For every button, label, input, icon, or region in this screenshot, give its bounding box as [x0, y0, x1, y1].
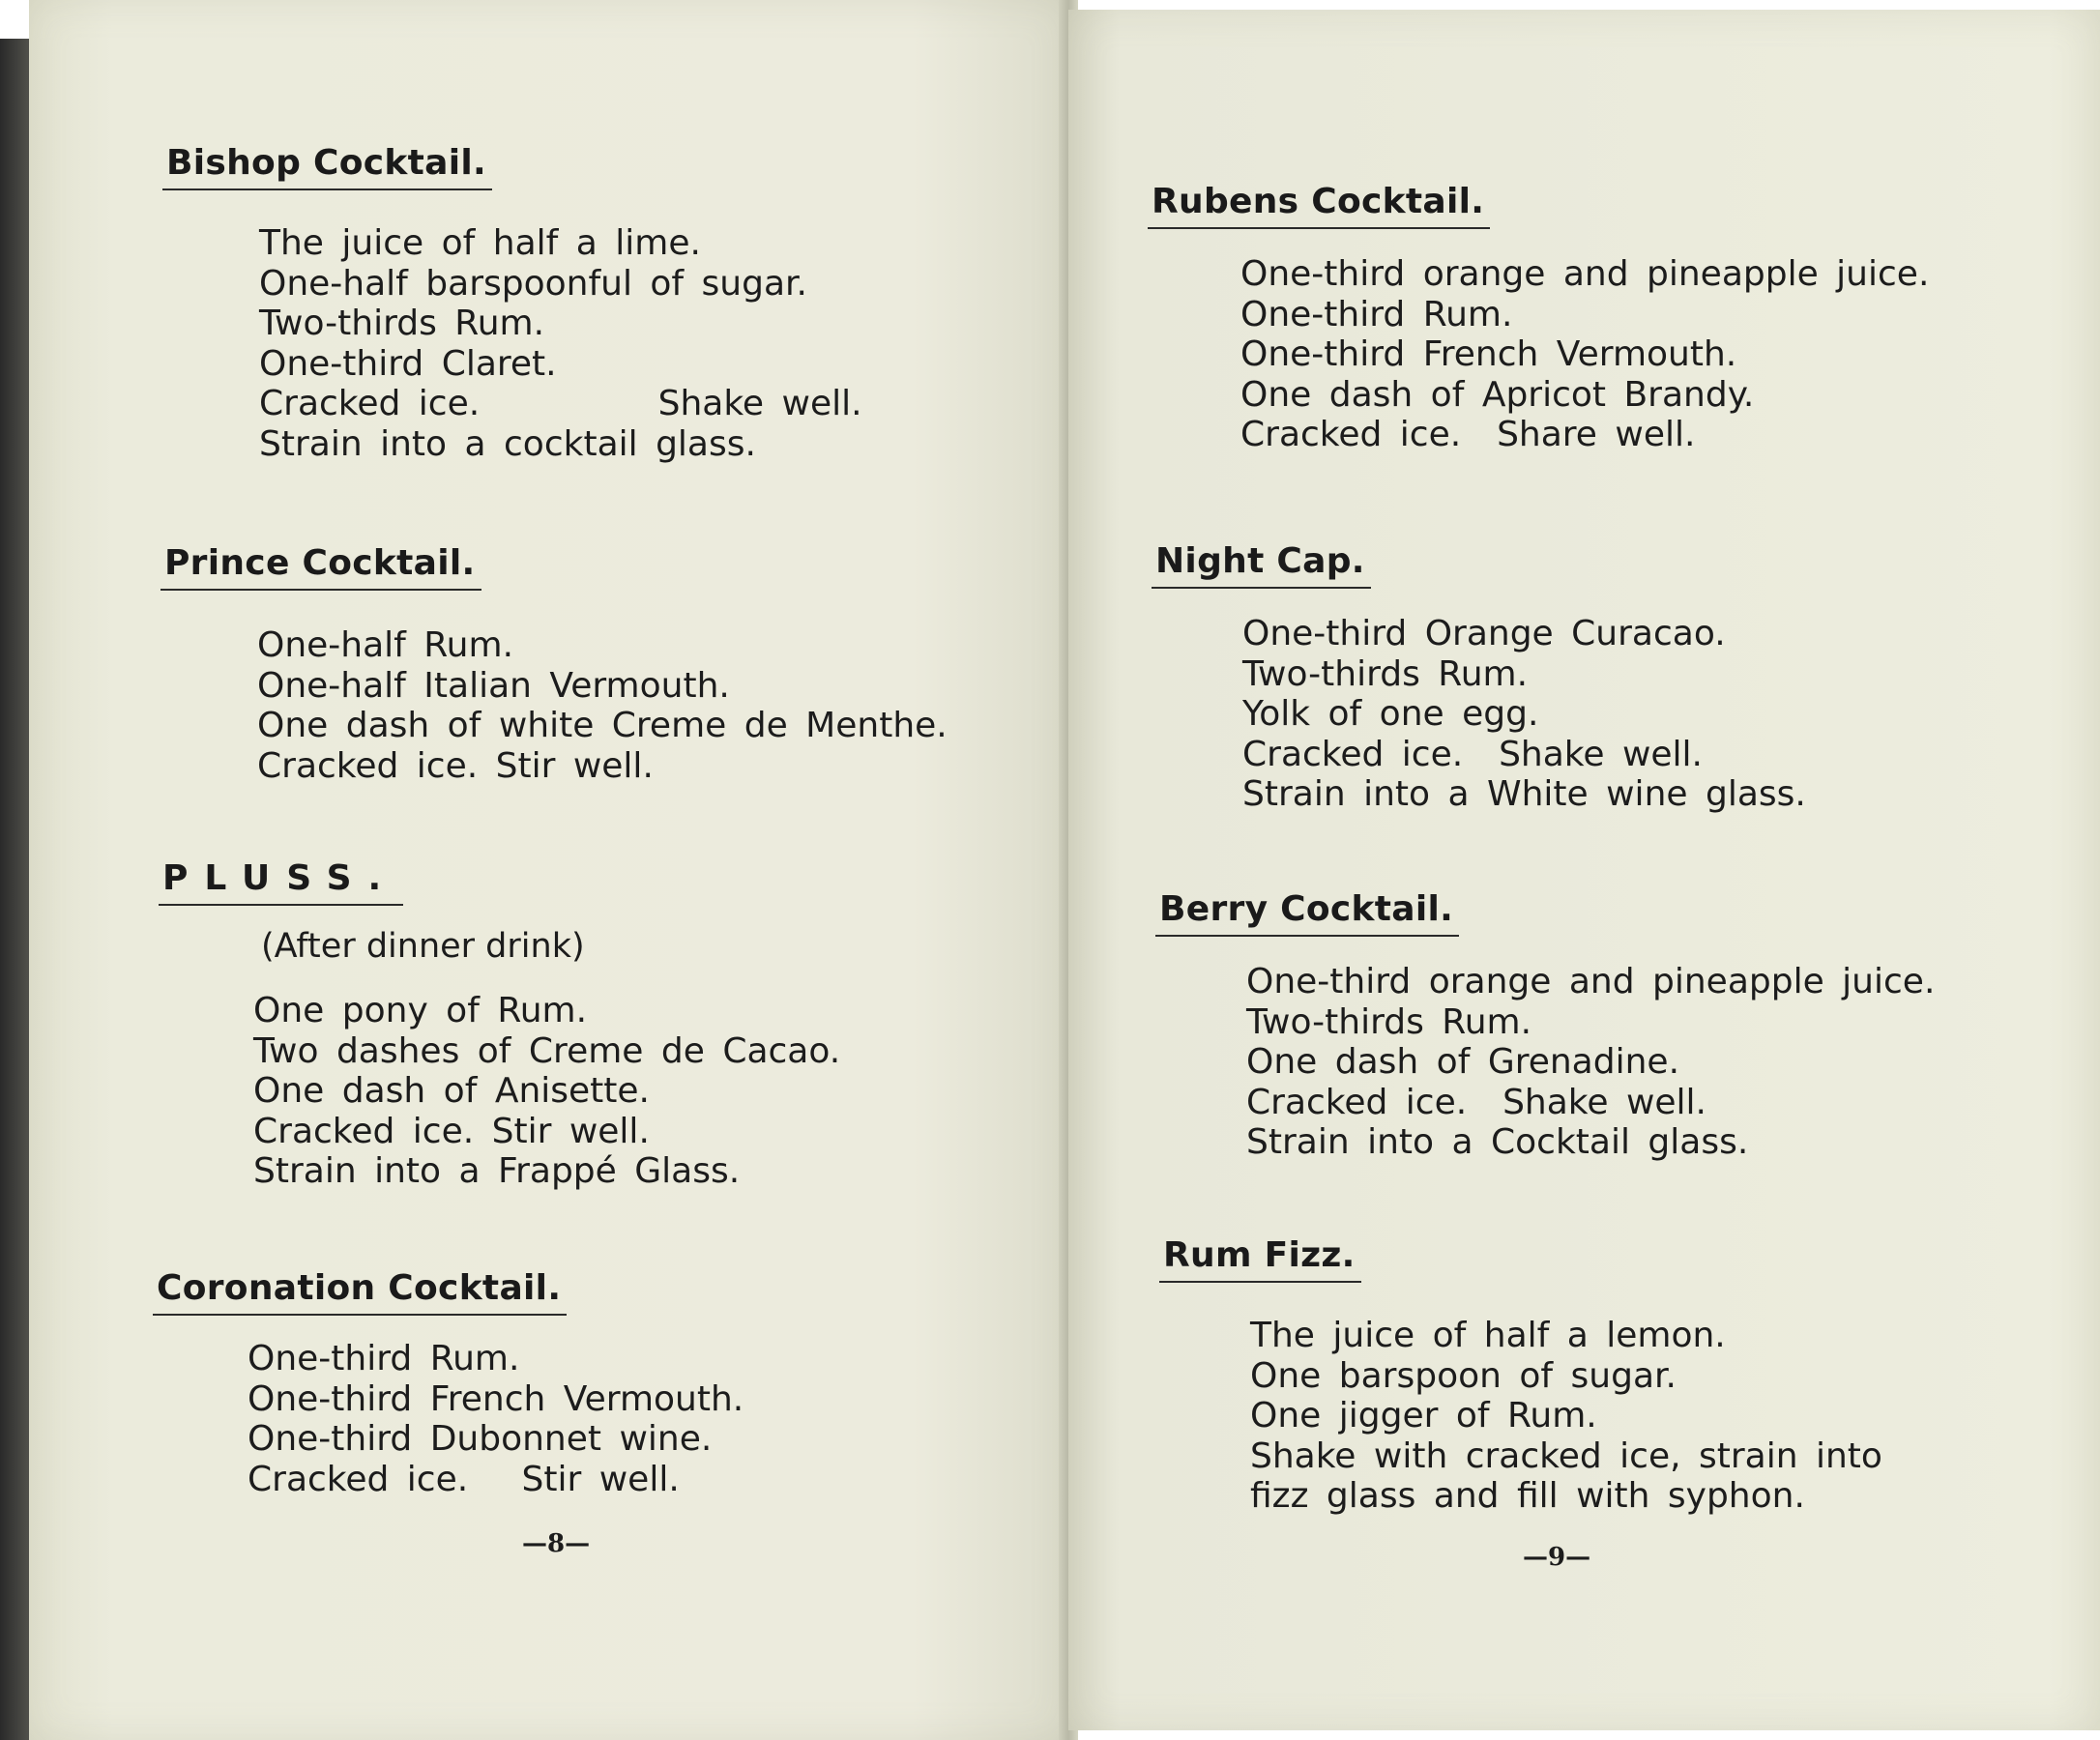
- ingredient-line: Cracked ice. Stir well.: [257, 745, 654, 786]
- recipe-bishop-cocktail: [162, 143, 862, 464]
- recipe-note: (After dinner drink): [261, 927, 585, 966]
- ingredient-line: One pony of Rum.: [253, 991, 588, 1030]
- ingredient-line: fizz glass and fill with syphon.: [1250, 1476, 1805, 1516]
- ingredient-list: [1242, 614, 1806, 815]
- recipe-title: Rubens Cocktail.: [1148, 182, 1490, 229]
- ingredient-line: One-third orange and pineapple juice.: [1246, 962, 1936, 1001]
- ingredient-line: One jigger of Rum.: [1250, 1396, 1597, 1436]
- recipe-title: Prince Cocktail.: [160, 543, 481, 591]
- ingredient-list: [253, 991, 840, 1192]
- ingredient-line: One dash of Apricot Brandy.: [1240, 374, 1755, 415]
- recipe-pluss: [159, 858, 840, 1192]
- ingredient-line: One barspoon of sugar.: [1250, 1355, 1677, 1396]
- ingredient-line: One dash of Anisette.: [253, 1071, 650, 1111]
- ingredient-line: One-half barspoonful of sugar.: [259, 263, 807, 304]
- ingredient-line: Strain into a Frappé Glass.: [253, 1151, 741, 1191]
- ingredient-line: Shake with cracked ice, strain into: [1250, 1436, 1882, 1476]
- recipe-rum-fizz: [1159, 1235, 1882, 1517]
- ingredient-list: [1240, 254, 1929, 455]
- ingredient-line: The juice of half a lime.: [259, 223, 701, 263]
- ingredient-line: Two-thirds Rum.: [1242, 653, 1529, 694]
- ingredient-line: Two-thirds Rum.: [1246, 1001, 1532, 1042]
- ingredient-line: One dash of white Creme de Menthe.: [257, 706, 948, 745]
- ingredient-line: Cracked ice. Shake well.: [1242, 734, 1703, 774]
- ingredient-line: Yolk of one egg.: [1242, 694, 1539, 734]
- recipe-berry-cocktail: [1155, 889, 1935, 1163]
- ingredient-list: [1250, 1316, 1882, 1517]
- ingredient-list: [259, 223, 862, 464]
- recipe-title: Night Cap.: [1152, 541, 1371, 589]
- page-number: —8—: [522, 1529, 591, 1558]
- ingredient-line: One-third Rum.: [1240, 294, 1513, 334]
- recipe-title: PLUSS.: [159, 858, 403, 906]
- left-page: [29, 0, 1068, 1740]
- ingredient-line: Cracked ice. Shake well.: [1246, 1082, 1706, 1122]
- ingredient-line: Cracked ice. Shake well.: [259, 384, 862, 423]
- recipe-title: Rum Fizz.: [1159, 1235, 1361, 1283]
- recipe-title: Coronation Cocktail.: [153, 1268, 567, 1316]
- recipe-night-cap: [1152, 541, 1806, 815]
- ingredient-line: One-half Italian Vermouth.: [257, 665, 730, 706]
- recipe-coronation-cocktail: [153, 1268, 744, 1499]
- ingredient-line: One-third French Vermouth.: [1240, 334, 1737, 374]
- recipe-title: Bishop Cocktail.: [162, 143, 492, 190]
- ingredient-line: One dash of Grenadine.: [1246, 1042, 1680, 1082]
- ingredient-line: Strain into a Cocktail glass.: [1246, 1122, 1749, 1162]
- recipe-prince-cocktail: [160, 543, 948, 786]
- recipe-title: Berry Cocktail.: [1155, 889, 1459, 937]
- ingredient-list: [257, 625, 948, 786]
- ingredient-line: Cracked ice. Stir well.: [248, 1459, 680, 1499]
- ingredient-line: One-third Rum.: [248, 1339, 520, 1378]
- ingredient-line: One-third Claret.: [259, 343, 557, 384]
- ingredient-line: One-third French Vermouth.: [248, 1378, 744, 1419]
- ingredient-list: [1246, 962, 1935, 1163]
- ingredient-line: One-half Rum.: [257, 625, 514, 665]
- page-number: —9—: [1523, 1543, 1591, 1572]
- ingredient-list: [248, 1339, 744, 1499]
- ingredient-line: Cracked ice. Share well.: [1240, 415, 1696, 454]
- ingredient-line: Cracked ice. Stir well.: [253, 1111, 650, 1151]
- ingredient-line: Strain into a cocktail glass.: [259, 423, 756, 464]
- ingredient-line: Two dashes of Creme de Cacao.: [253, 1030, 841, 1071]
- ingredient-line: One-third orange and pineapple juice.: [1240, 254, 1930, 294]
- ingredient-line: One-third Orange Curacao.: [1242, 614, 1726, 653]
- ingredient-line: One-third Dubonnet wine.: [248, 1419, 713, 1459]
- ingredient-line: The juice of half a lemon.: [1250, 1316, 1726, 1355]
- right-page: [1068, 10, 2100, 1730]
- recipe-rubens-cocktail: [1148, 182, 1929, 455]
- ingredient-line: Two-thirds Rum.: [259, 304, 545, 343]
- ingredient-line: Strain into a White wine glass.: [1242, 774, 1806, 814]
